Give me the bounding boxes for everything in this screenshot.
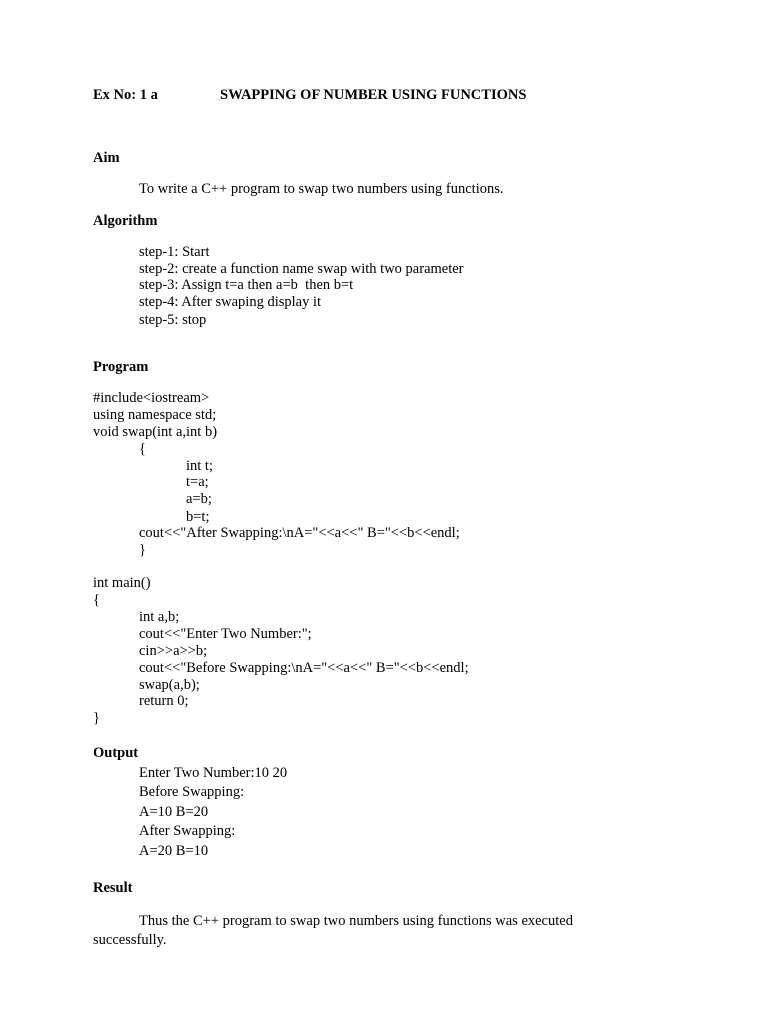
code-line: cout<<"After Swapping:\nA="<<a<<" B="<<b<<endl; — [139, 525, 460, 541]
algorithm-step: step-4: After swaping display it — [139, 294, 322, 310]
result-heading: Result — [93, 880, 133, 896]
aim-heading: Aim — [93, 150, 120, 166]
code-line: t=a; — [186, 474, 209, 490]
algorithm-step: step-5: stop — [139, 312, 207, 328]
output-line: After Swapping: — [139, 823, 236, 839]
code-line: } — [93, 710, 100, 726]
exercise-number: Ex No: 1 a — [93, 87, 158, 103]
output-line: Before Swapping: — [139, 784, 245, 800]
output-line: Enter Two Number:10 20 — [139, 765, 288, 781]
code-line: void swap(int a,int b) — [93, 424, 218, 440]
output-heading: Output — [93, 745, 139, 761]
document-title: SWAPPING OF NUMBER USING FUNCTIONS — [220, 87, 527, 103]
output-line: A=20 B=10 — [139, 843, 209, 859]
code-line: { — [93, 592, 100, 608]
algorithm-step: step-2: create a function name swap with two parameter — [139, 261, 464, 277]
output-line: A=10 B=20 — [139, 804, 209, 820]
algorithm-heading: Algorithm — [93, 213, 158, 229]
code-line: } — [139, 542, 146, 558]
algorithm-step: step-3: Assign t=a then a=b then b=t — [139, 277, 354, 293]
code-line: int a,b; — [139, 609, 180, 625]
aim-text: To write a C++ program to swap two numbers using functions. — [139, 181, 504, 197]
code-line: b=t; — [186, 509, 210, 525]
code-line: int main() — [93, 575, 151, 591]
code-line: cout<<"Enter Two Number:"; — [139, 626, 312, 642]
code-line: int t; — [186, 458, 213, 474]
algorithm-step: step-1: Start — [139, 244, 210, 260]
result-text-line: Thus the C++ program to swap two numbers using functions was executed — [139, 913, 573, 929]
code-line: #include<iostream> — [93, 390, 210, 406]
code-line: a=b; — [186, 491, 212, 507]
code-line: swap(a,b); — [139, 677, 200, 693]
result-text-line: successfully. — [93, 932, 167, 948]
code-line: using namespace std; — [93, 407, 217, 423]
code-line: cout<<"Before Swapping:\nA="<<a<<" B="<<b<<endl; — [139, 660, 469, 676]
code-line: { — [139, 441, 146, 457]
code-line: cin>>a>>b; — [139, 643, 208, 659]
program-heading: Program — [93, 359, 149, 375]
code-line: return 0; — [139, 693, 189, 709]
